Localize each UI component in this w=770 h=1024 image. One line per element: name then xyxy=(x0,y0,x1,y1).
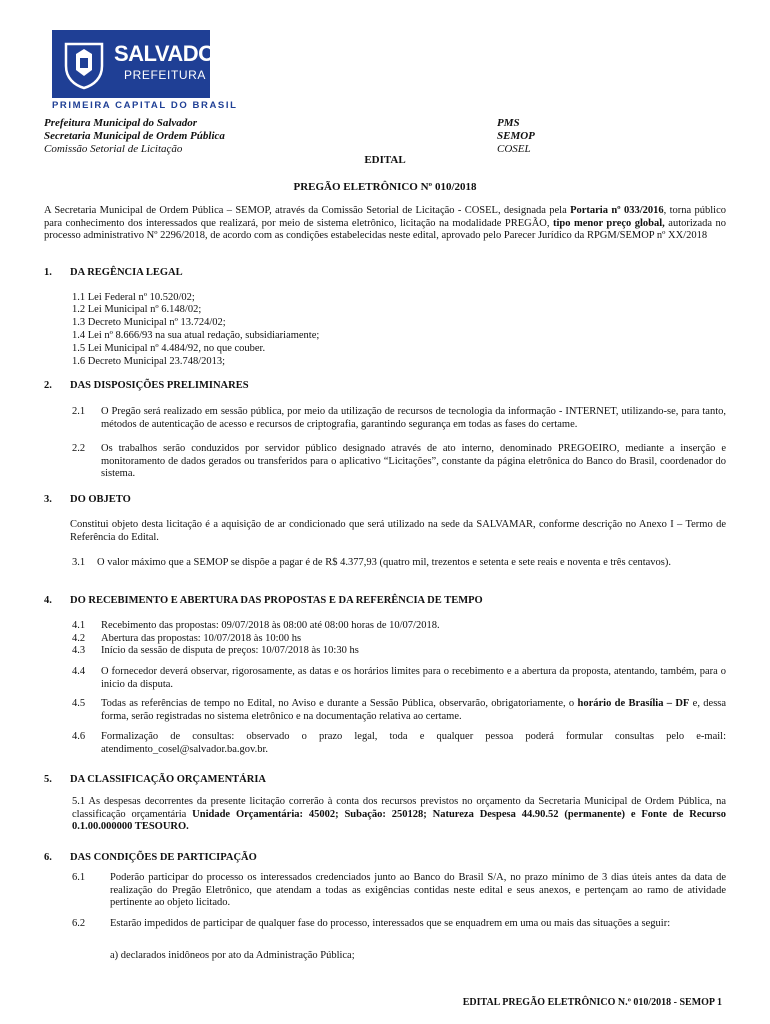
section-3-title: DO OBJETO xyxy=(70,494,131,505)
section-5-text-1: 5.1 As despesas decorrentes da presente licitação correrão à conta dos recursos previstos no orçamento da Secretaria Municipal de Ordem Pública, na classificação orçamentária xyxy=(72,796,726,820)
item-2-1-text: O Pregão será realizado em sessão pública, por meio da utilização de recursos de tecnologia da informação - INTERNET, utilizando-se, para tanto, métodos de autenticação de acesso e recursos de criptografia, garantindo segurança em todas as fases do certame. xyxy=(101,406,726,430)
section-6-title: DAS CONDIÇÕES DE PARTICIPAÇÃO xyxy=(70,852,257,863)
section-1-number: 1. xyxy=(44,267,52,278)
page-footer: EDITAL PREGÃO ELETRÔNICO N.º 010/2018 - SEMOP 1 xyxy=(462,997,722,1008)
item-4-3-number: 4.3 xyxy=(72,645,86,656)
section-5-text xyxy=(72,796,726,834)
section-1-title: DA REGÊNCIA LEGAL xyxy=(70,267,183,278)
section-5-number: 5. xyxy=(44,774,52,785)
item-4-2-number: 4.2 xyxy=(72,633,86,644)
item-4-6-text: Formalização de consultas: observado o prazo legal, toda e qualquer pessoa poderá formular consultas pelo e-mail: atendimento_cosel@salvador.ba.gov.br. xyxy=(101,731,726,755)
item-4-1-text: Recebimento das propostas: 09/07/2018 às 08:00 até 08:00 horas de 10/07/2018. xyxy=(101,620,440,631)
item-4-5-text-1: Todas as referências de tempo no Edital, no Aviso e durante a Sessão Pública, observarão, obrigatoriamente, o xyxy=(101,698,578,709)
doc-subtitle: PREGÃO ELETRÔNICO Nº 010/2018 xyxy=(293,181,477,193)
city-crest-icon xyxy=(60,40,108,90)
item-2-1-number: 2.1 xyxy=(72,406,86,417)
header-comissao: Comissão Setorial de Licitação xyxy=(44,143,183,155)
section-5-bold: Unidade Orçamentária: 45002; Subação: 250128; Natureza Despesa 44.90.52 (permanente) e Fonte de Recurso 0.1.00.000000 TESOURO. xyxy=(72,808,726,833)
intro-paragraph xyxy=(44,205,726,243)
item-4-2-text: Abertura das propostas: 10/07/2018 às 10:00 hs xyxy=(101,633,302,644)
item-4-4-text: O fornecedor deverá observar, rigorosamente, as datas e os horários limites para o recebimento e a abertura da proposta, atentando, também, para o inicio da disputa. xyxy=(101,666,726,690)
section-4-title: DO RECEBIMENTO E ABERTURA DAS PROPOSTAS E DA REFERÊNCIA DE TEMPO xyxy=(70,595,483,606)
item-4-6-number: 4.6 xyxy=(72,731,86,742)
item-6-2-text: Estarão impedidos de participar de qualquer fase do processo, interessados que se enquadrem em uma ou mais das situações a seguir: xyxy=(110,918,671,929)
item-6-2-number: 6.2 xyxy=(72,918,86,929)
list-item: 1.1 Lei Federal nº 10.520/02; xyxy=(72,292,195,303)
item-3-1-number: 3.1 xyxy=(72,557,86,568)
section-3-text: Constitui objeto desta licitação é a aquisição de ar condicionado que será utilizado na sede da SALVAMAR, conforme descrição no Anexo I – Termo de Referência do Edital. xyxy=(70,519,726,543)
header-semop: SEMOP xyxy=(497,130,535,142)
item-6-2-a: a) declarados inidôneos por ato da Administração Pública; xyxy=(110,950,355,961)
list-item: 1.4 Lei nº 8.666/93 na sua atual redação, subsidiariamente; xyxy=(72,330,320,341)
logo-name: SALVADOR xyxy=(114,41,231,66)
item-2-2-number: 2.2 xyxy=(72,443,86,454)
item-4-5-number: 4.5 xyxy=(72,698,86,709)
item-4-1-number: 4.1 xyxy=(72,620,86,631)
item-6-1-number: 6.1 xyxy=(72,872,86,883)
item-2-2-text: Os trabalhos serão conduzidos por servidor público designado através de ato interno, denominado PREGOEIRO, mediante a inserção e monitoramento de dados gerados ou transferidos para o aplicativo “Licitações”, constante da página eletrônica do Banco do Brasil, coordenador do sistema. xyxy=(101,443,726,480)
item-4-3-text: Início da sessão de disputa de preços: 10/07/2018 às 10:30 hs xyxy=(101,645,359,656)
list-item: 1.5 Lei Municipal nº 4.484/92, no que couber. xyxy=(72,343,266,354)
salvador-logo xyxy=(52,30,231,98)
section-4-number: 4. xyxy=(44,595,52,606)
section-6-number: 6. xyxy=(44,852,52,863)
item-6-1-text: Poderão participar do processo os interessados credenciados junto ao Banco do Brasil S/A, no prazo mínimo de 3 dias úteis antes da data de realização do Pregão Eletrônico, que atendam a todas as exigências contidas neste edital e seus anexos, e pertençam ao ramo de atividade pertinente ao objeto licitado. xyxy=(110,872,726,909)
item-4-5-bold: horário de Brasília – DF xyxy=(577,698,690,709)
item-4-5-text-2: e, dessa forma, serão registradas no sistema eletrônico e na documentação relativa ao certame. xyxy=(101,698,727,722)
list-item: 1.6 Decreto Municipal 23.748/2013; xyxy=(72,356,226,367)
section-3-number: 3. xyxy=(44,494,52,505)
header-left xyxy=(44,117,225,156)
list-item: 1.3 Decreto Municipal nº 13.724/02; xyxy=(72,317,226,328)
header-right xyxy=(497,117,535,156)
logo-tagline: PRIMEIRA CAPITAL DO BRASIL xyxy=(52,100,238,111)
header-org: Prefeitura Municipal do Salvador xyxy=(44,117,198,129)
intro-text-1: A Secretaria Municipal de Ordem Pública – SEMOP, através da Comissão Setorial de Licitação - COSEL, designada pela xyxy=(44,205,571,216)
intro-bold-1: Portaria nº 033/2016 xyxy=(570,205,664,216)
item-4-4-number: 4.4 xyxy=(72,666,86,677)
intro-text-3: autorizada no processo administrativo Nº 2296/2018, de acordo com as condições estabelecidas neste edital, aprovado pelo Parecer Jurídico da RPGM/SEMOP nº XX/2018 xyxy=(44,217,726,242)
logo-subtitle: PREFEITURA xyxy=(124,68,207,82)
section-2-title: DAS DISPOSIÇÕES PRELIMINARES xyxy=(70,380,249,391)
section-2-number: 2. xyxy=(44,380,52,391)
doc-title: EDITAL xyxy=(364,154,406,166)
header-secretaria: Secretaria Municipal de Ordem Pública xyxy=(44,130,225,142)
item-3-1-text: O valor máximo que a SEMOP se dispõe a pagar é de R$ 4.377,93 (quatro mil, trezentos e setenta e sete reais e noventa e três centavos). xyxy=(97,557,672,568)
intro-text-2: , torna público para conhecimento dos interessados que realizará, por meio de sistema eletrônico, licitação na modalidade PREGÃO, xyxy=(44,205,727,229)
header-pms: PMS xyxy=(497,117,520,129)
header-cosel: COSEL xyxy=(497,143,531,155)
intro-bold-2: tipo menor preço global, xyxy=(552,217,665,229)
item-4-5-text xyxy=(101,698,726,723)
list-item: 1.2 Lei Municipal nº 6.148/02; xyxy=(72,304,202,315)
section-5-title: DA CLASSIFICAÇÃO ORÇAMENTÁRIA xyxy=(70,774,267,785)
